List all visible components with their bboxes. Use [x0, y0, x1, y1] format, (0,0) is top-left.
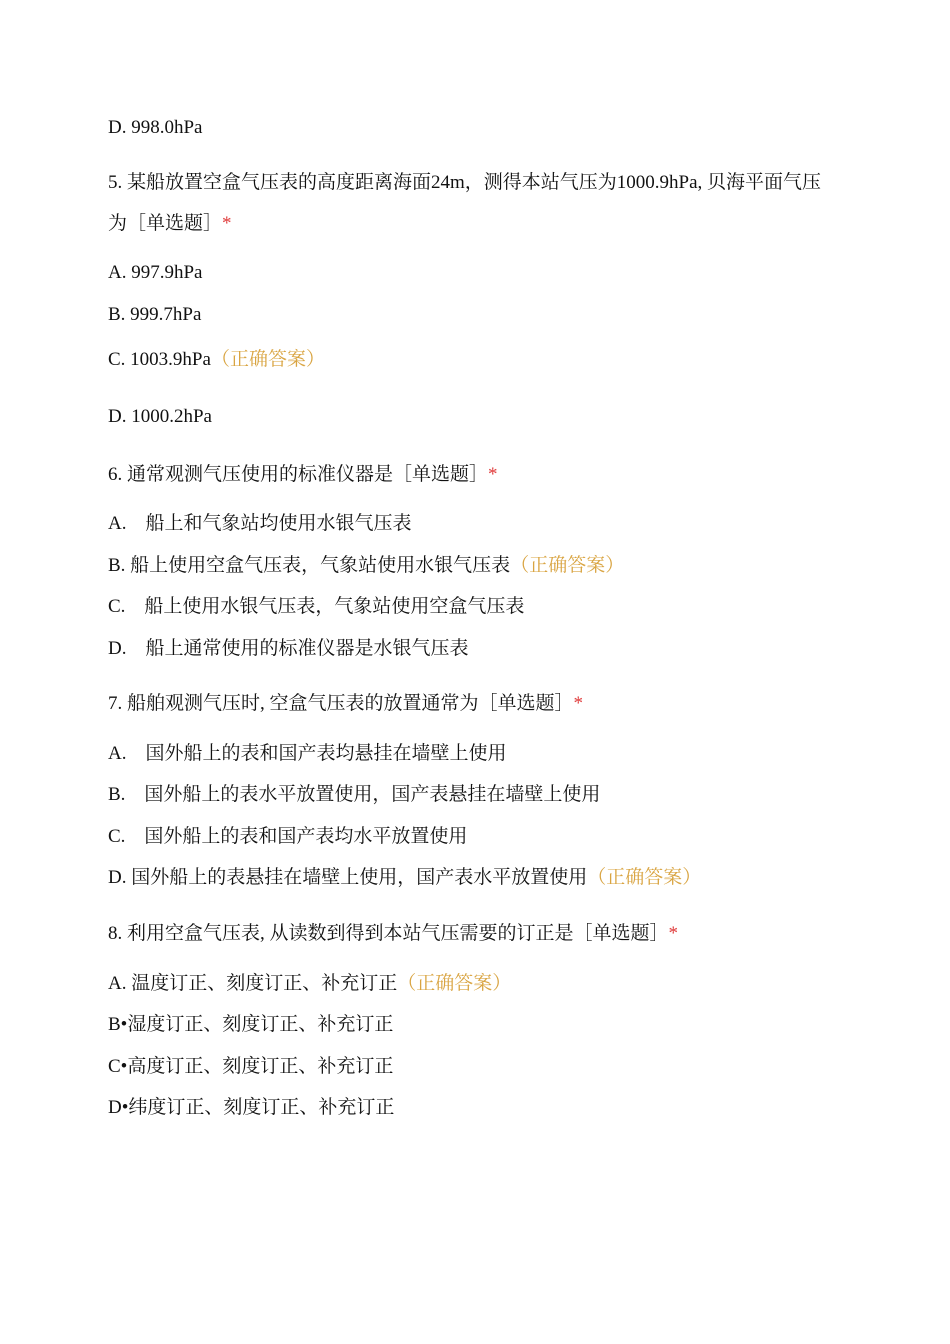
q5-option-b [108, 302, 201, 328]
q5-option-d [108, 404, 212, 430]
option-text: D•纬度订正、刻度订正、补充订正 [108, 1097, 395, 1118]
option-text: A. 国外船上的表和国产表均悬挂在墙壁上使用 [108, 743, 507, 764]
q8-option-b [108, 1012, 393, 1038]
q6-option-c [108, 594, 524, 620]
q6-option-d [108, 636, 468, 662]
q7-option-b [108, 782, 600, 808]
q5-option-a [108, 260, 202, 286]
required-mark: * [573, 693, 584, 714]
option-text: A. 997.9hPa [108, 262, 203, 283]
option-text: D. 1000.2hPa [108, 406, 212, 427]
option-text: D. 国外船上的表悬挂在墙壁上使用，国产表水平放置使用 [108, 867, 588, 888]
q4-option-d [108, 115, 202, 141]
option-text: A. 船上和气象站均使用水银气压表 [108, 513, 412, 534]
correct-answer-tag: （正确答案） [510, 555, 625, 576]
option-text: C. 船上使用水银气压表，气象站使用空盒气压表 [108, 596, 525, 617]
option-text: B. 船上使用空盒气压表，气象站使用水银气压表 [108, 555, 511, 576]
option-text: C•高度订正、刻度订正、补充订正 [108, 1056, 394, 1077]
q8-question [108, 921, 678, 947]
option-text: D. 船上通常使用的标准仪器是水银气压表 [108, 638, 469, 659]
correct-answer-tag: （正确答案） [587, 867, 702, 888]
q6-option-a [108, 511, 411, 537]
correct-answer-tag: （正确答案） [397, 973, 512, 994]
q6-question [108, 462, 498, 488]
q7-question [108, 691, 583, 717]
correct-answer-tag: （正确答案） [210, 349, 325, 370]
question-text: 8. 利用空盒气压表, 从读数到得到本站气压需要的订正是［单选题］ [108, 923, 669, 944]
q7-option-d [108, 865, 701, 891]
question-text: 7. 船舶观测气压时, 空盒气压表的放置通常为［单选题］ [108, 693, 574, 714]
option-text: A. 温度订正、刻度订正、补充订正 [108, 973, 398, 994]
option-text: C. 国外船上的表和国产表均水平放置使用 [108, 826, 468, 847]
required-mark: * [222, 213, 232, 234]
option-text: B. 国外船上的表水平放置使用，国产表悬挂在墙壁上使用 [108, 784, 601, 805]
q8-option-a [108, 971, 511, 997]
q5-question [108, 162, 833, 244]
q8-option-c [108, 1054, 393, 1080]
q8-option-d [108, 1095, 394, 1121]
required-mark: * [668, 923, 679, 944]
question-text: 5. 某船放置空盒气压表的高度距离海面24m，测得本站气压为1000.9hPa, 贝海平面气压为［单选题］ [108, 172, 822, 234]
q7-option-a [108, 741, 506, 767]
option-text: B•湿度订正、刻度订正、补充订正 [108, 1014, 394, 1035]
option-text: B. 999.7hPa [108, 304, 202, 325]
q5-option-c [108, 347, 325, 373]
required-mark: * [488, 464, 498, 485]
q7-option-c [108, 824, 467, 850]
option-text: C. 1003.9hPa [108, 349, 211, 370]
q6-option-b [108, 553, 624, 579]
option-text: D. 998.0hPa [108, 117, 203, 138]
question-text: 6. 通常观测气压使用的标准仪器是［单选题］ [108, 464, 489, 485]
